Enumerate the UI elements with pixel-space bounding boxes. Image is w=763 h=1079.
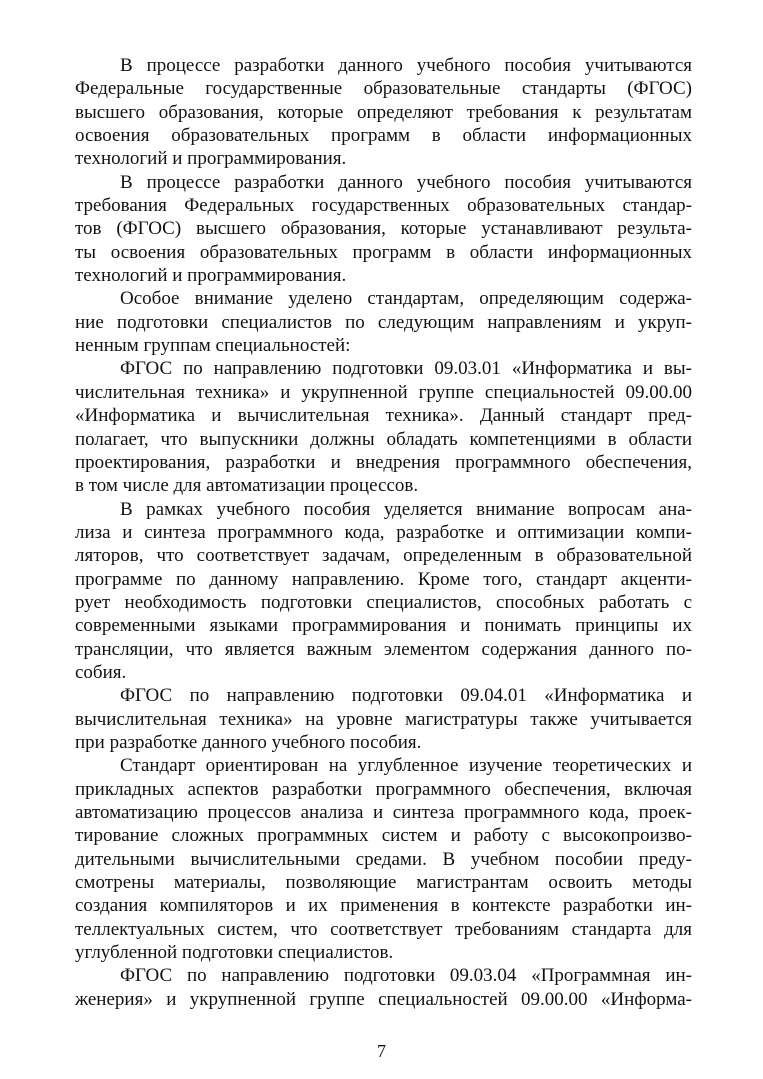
paragraph [75, 964, 692, 1011]
text-line: при разработке данного учебного пособия. [75, 731, 422, 753]
paragraph [75, 171, 692, 288]
text-line: Особое внимание уделено стандартам, определяющим содержа- [120, 288, 692, 310]
text-line: требования Федеральных государственных образовательных стандар- [75, 195, 692, 217]
page-number: 7 [377, 1041, 386, 1061]
paragraph [75, 498, 692, 685]
text-line: «Информатика и вычислительная техника». Данный стандарт пред- [75, 405, 692, 427]
text-line: ты освоения образовательных программ в области информационных [75, 241, 692, 263]
text-line: В рамках учебного пособия уделяется внимание вопросам ана- [120, 498, 692, 520]
text-line: собия. [75, 661, 127, 683]
text-line: технологий и программирования. [75, 148, 347, 170]
text-line: смотрены материалы, позволяющие магистрантам освоить методы [75, 872, 692, 894]
paragraph [75, 357, 692, 497]
text-line: рует необходимость подготовки специалистов, способных работать с [75, 591, 692, 613]
text-line: программе по данному направлению. Кроме того, стандарт акценти- [75, 568, 692, 590]
paragraph [75, 287, 692, 357]
text-line: углубленной подготовки специалистов. [75, 942, 394, 964]
text-line: создания компиляторов и их применения в контексте разработки ин- [75, 895, 692, 917]
text-line: Стандарт ориентирован на углубленное изучение теоретических и [120, 755, 692, 777]
text-line: дительными вычислительными средами. В учебном пособии преду- [75, 848, 692, 870]
text-line: лиза и синтеза программного кода, разработке и оптимизации компи- [75, 521, 692, 543]
page-body [75, 54, 692, 1011]
text-line: В процессе разработки данного учебного пособия учитываются [120, 55, 692, 76]
text-line: ФГОС по направлению подготовки 09.04.01 «Информатика и [120, 685, 692, 707]
text-line: освоения образовательных программ в области информационных [75, 125, 692, 147]
paragraph [75, 754, 692, 964]
paragraph [75, 54, 692, 171]
text-line: В процессе разработки данного учебного пособия учитываются [120, 171, 692, 193]
text-line: тирование сложных программных систем и работу с высокопроизво- [75, 825, 692, 847]
paragraph [75, 684, 692, 754]
text-line: трансляции, что является важным элементом содержания данного по- [75, 638, 692, 660]
text-line: ФГОС по направлению подготовки 09.03.01 «Информатика и вы- [120, 358, 692, 380]
text-line: высшего образования, которые определяют требования к результатам [75, 101, 692, 123]
text-line: современными языками программирования и понимать принципы их [75, 615, 692, 637]
text-line: технологий и программирования. [75, 265, 347, 287]
text-line: в том числе для автоматизации процессов. [75, 475, 419, 497]
text-line: женерия» и укрупненной группе специальностей 09.00.00 «Информа- [75, 988, 692, 1010]
text-line: вычислительная техника» на уровне магистратуры также учитывается [75, 708, 692, 730]
text-line: ние подготовки специалистов по следующим направлениям и укруп- [75, 311, 692, 333]
text-line: автоматизацию процессов анализа и синтеза программного кода, проек- [75, 802, 692, 823]
text-line: Федеральные государственные образовательные стандарты (ФГОС) [75, 78, 692, 100]
text-line: ненным группам специальностей: [75, 335, 351, 357]
text-line: полагает, что выпускники должны обладать компетенциями в области [75, 428, 692, 450]
text-line: ФГОС по направлению подготовки 09.03.04 «Программная ин- [120, 965, 692, 987]
text-line: числительная техника» и укрупненной группе специальностей 09.00.00 [75, 381, 692, 403]
text-line: прикладных аспектов разработки программного обеспечения, включая [75, 778, 692, 800]
text-line: проектирования, разработки и внедрения программного обеспечения, [75, 451, 692, 473]
text-line: ляторов, что соответствует задачам, определенным в образовательной [75, 545, 692, 567]
text-line: тов (ФГОС) высшего образования, которые устанавливают результа- [75, 218, 692, 240]
text-line: теллектуальных систем, что соответствует требованиям стандарта для [75, 918, 692, 940]
